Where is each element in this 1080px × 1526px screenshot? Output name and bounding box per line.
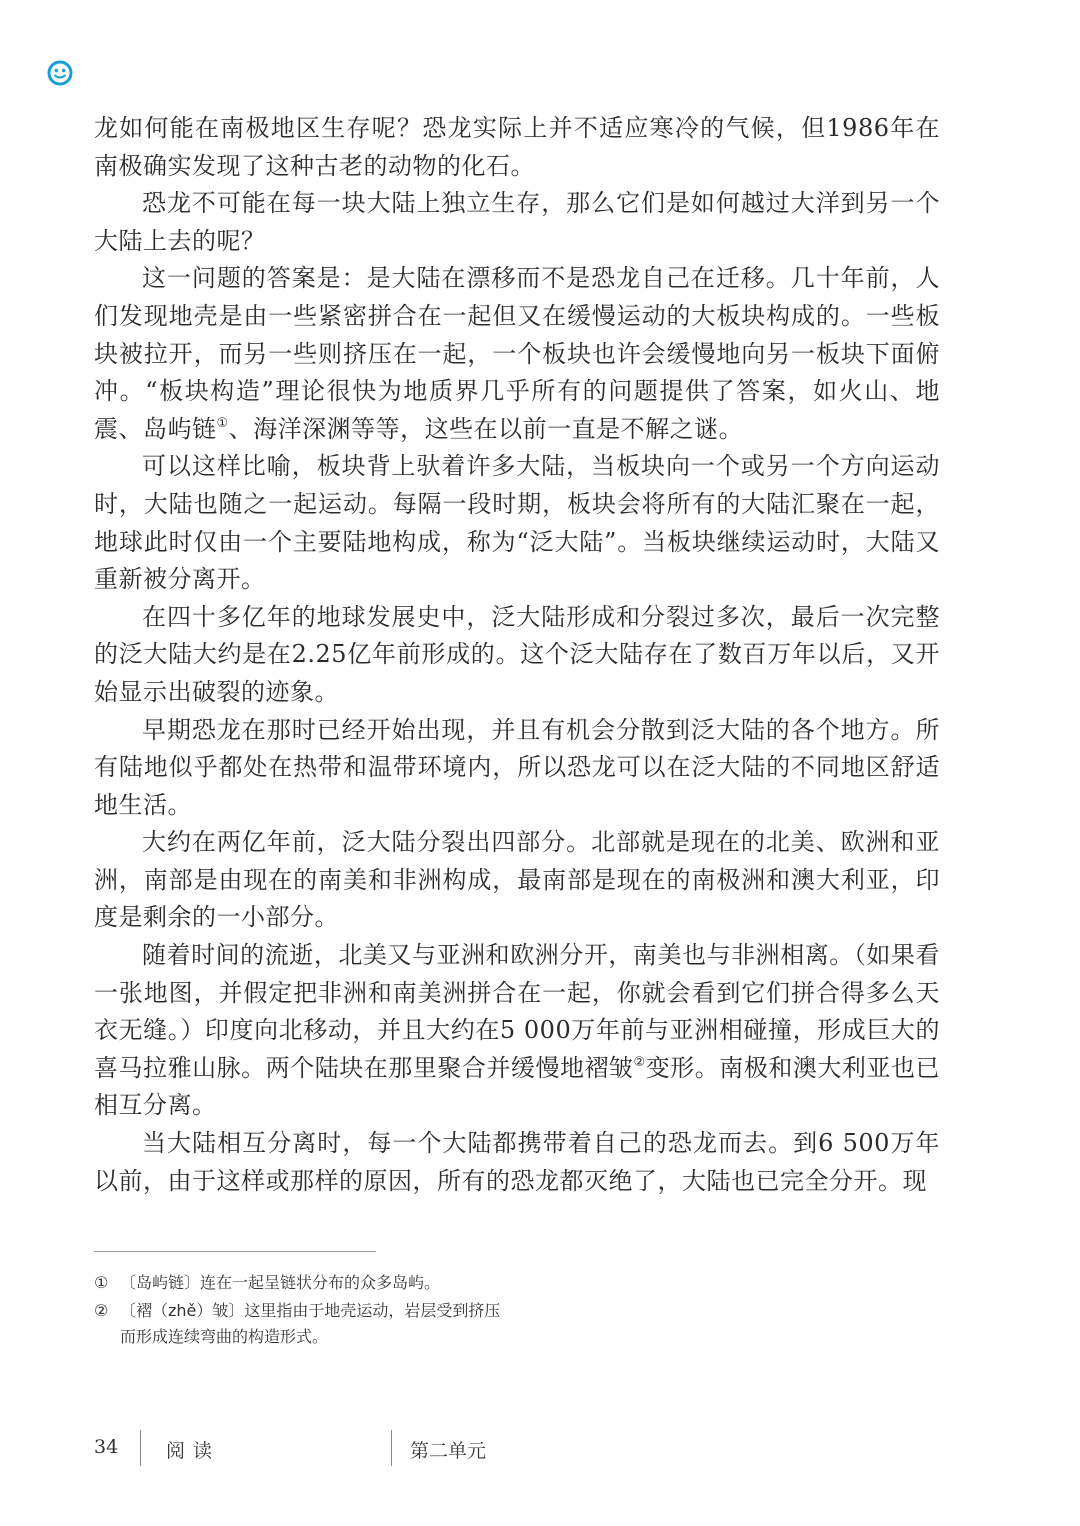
paragraph: 龙如何能在南极地区生存呢？恐龙实际上并不适应寒冷的气候，但1986年在南极确实发现了这种古老的动物的化石。 (94, 114, 940, 180)
paragraph (94, 260, 940, 448)
footnote-ref-2[interactable]: ② (633, 1054, 646, 1070)
paragraph: 早期恐龙在那时已经开始出现，并且有机会分散到泛大陆的各个地方。所有陆地似乎都处在热带和温带环境内，所以恐龙可以在泛大陆的不同地区舒适地生活。 (94, 715, 940, 819)
footnotes (94, 1270, 514, 1352)
page-number: 34 (94, 1436, 119, 1458)
footnote-number: ① (94, 1273, 109, 1292)
body-text (94, 110, 940, 1200)
footer-divider (391, 1430, 392, 1466)
footnote-ref-1[interactable]: ① (216, 415, 229, 431)
footnote-2 (94, 1298, 514, 1350)
paragraph: 恐龙不可能在每一块大陆上独立生存，那么它们是如何越过大洋到另一个大陆上去的呢？ (94, 189, 940, 255)
footnote-text: 〔褶（zhě）皱〕这里指由于地壳运动，岩层受到挤压而形成连续弯曲的构造形式。 (120, 1301, 501, 1346)
section-name: 阅读 (166, 1440, 221, 1462)
footnote-divider (94, 1251, 376, 1252)
paragraph (94, 937, 940, 1125)
smiley-face-icon (47, 60, 73, 86)
paragraph: 可以这样比喻，板块背上驮着许多大陆，当板块向一个或另一个方向运动时，大陆也随之一起运动。每隔一段时期，板块会将所有的大陆汇聚在一起，地球此时仅由一个主要陆地构成，称为“泛大陆”。当板块继续运动时，大陆又重新被分离开。 (94, 452, 940, 594)
footnote-text: 〔岛屿链〕连在一起呈链状分布的众多岛屿。 (120, 1273, 441, 1292)
footer-divider (140, 1430, 141, 1466)
footnote-number: ② (94, 1301, 109, 1320)
paragraph-text: 、海洋深渊等等，这些在以前一直是不解之谜。 (228, 414, 744, 443)
paragraph: 当大陆相互分离时，每一个大陆都携带着自己的恐龙而去。到6 500万年以前，由于这样或那样的原因，所有的恐龙都灭绝了，大陆也已完全分开。现 (94, 1129, 940, 1195)
footnote-1 (94, 1270, 514, 1296)
paragraph: 大约在两亿年前，泛大陆分裂出四部分。北部就是现在的北美、欧洲和亚洲，南部是由现在的南美和非洲构成，最南部是现在的南极洲和澳大利亚，印度是剩余的一小部分。 (94, 828, 940, 932)
paragraph-text: 这一问题的答案是：是大陆在漂移而不是恐龙自己在迁移。几十年前，人们发现地壳是由一些紧密拼合在一起但又在缓慢运动的大板块构成的。一些板块被拉开，而另一些则挤压在一起，一个板块也许会缓慢地向另一板块下面俯冲。“板块构造”理论很快为地质界几乎所有的问题提供了答案，如火山、地震、岛屿链 (94, 264, 940, 443)
paragraph-text: 随着时间的流逝，北美又与亚洲和欧洲分开，南美也与非洲相离。（如果看一张地图，并假定把非洲和南美洲拼合在一起，你就会看到它们拼合得多么天衣无缝。）印度向北移动，并且大约在5 000万年前与亚洲相碰撞，形成巨大的喜马拉雅山脉。两个陆块在那里聚合并缓慢地褶皱 (94, 941, 940, 1082)
page-footer (0, 1430, 1080, 1470)
paragraph-text: 变形。南极和澳大利亚也已相互分离。 (94, 1053, 941, 1120)
paragraph: 在四十多亿年的地球发展史中，泛大陆形成和分裂过多次，最后一次完整的泛大陆大约是在2.25亿年前形成的。这个泛大陆存在了数百万年以后，又开始显示出破裂的迹象。 (94, 602, 940, 706)
unit-name: 第二单元 (410, 1440, 487, 1462)
